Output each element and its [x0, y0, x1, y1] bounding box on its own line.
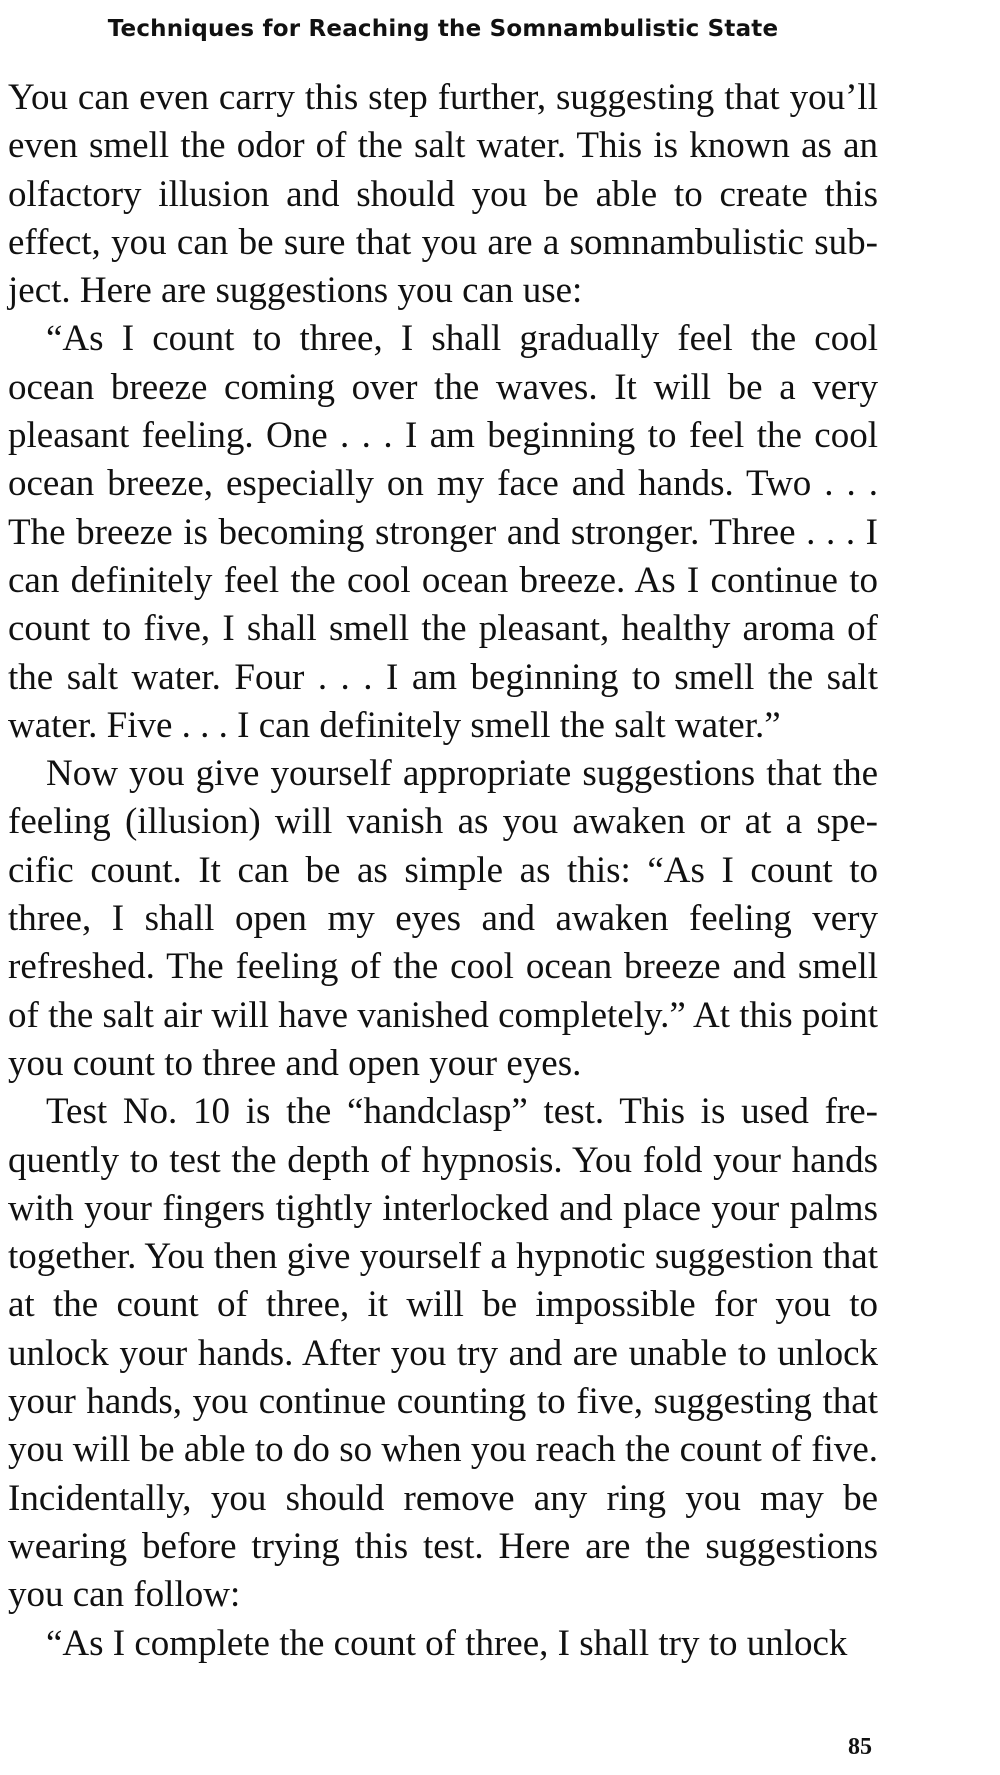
page-number: 85 — [848, 1734, 872, 1760]
paragraph: Now you give yourself appropriate suggestions that the feeling (illusion) will vanish as you awaken or at a specific count. It can be as simple as this: “As I count to three, I shall open my eyes and awaken feeling very refreshed. The feeling of the cool ocean breeze and smell of the salt air will have vanished completely.” At this point you count to three and open your eyes. — [8, 753, 878, 1084]
body-text — [8, 74, 878, 1668]
paragraph: You can even carry this step further, suggesting that you’ll even smell the odor of the salt water. This is known as an olfactory illusion and should you be able to create this effect, you can be sure that you are a somnambulistic subject. Here are suggestions you can use: — [8, 77, 878, 312]
running-head: Techniques for Reaching the Somnambulistic State — [107, 16, 779, 42]
paragraph: “As I complete the count of three, I shall try to unlock — [46, 1622, 848, 1664]
paragraph: Test No. 10 is the “handclasp” test. This is used frequently to test the depth of hypnosis. You fold your hands with your fingers tightly interlocked and place your palms together. You then give yourself a hypnotic suggestion that at the count of three, it will be impossible for you to unlock your hands. After you try and are unable to unlock your hands, you continue counting to five, suggesting that you will be able to do so when you reach the count of five. Incidentally, you should remove any ring you may be wearing before trying this test. Here are the suggestions you can follow: — [8, 1091, 878, 1616]
paragraph: “As I count to three, I shall gradually feel the cool ocean breeze coming over the waves. It will be a very pleasant feeling. One . . . I am beginning to feel the cool ocean breeze, especially on my face and hands. Two . . . The breeze is becoming stronger and stronger. Three . . . I can definitely feel the cool ocean breeze. As I continue to count to five, I shall smell the pleasant, healthy aroma of the salt water. Four . . . I am beginning to smell the salt water. Five . . . I can definitely smell the salt water.” — [8, 318, 878, 746]
